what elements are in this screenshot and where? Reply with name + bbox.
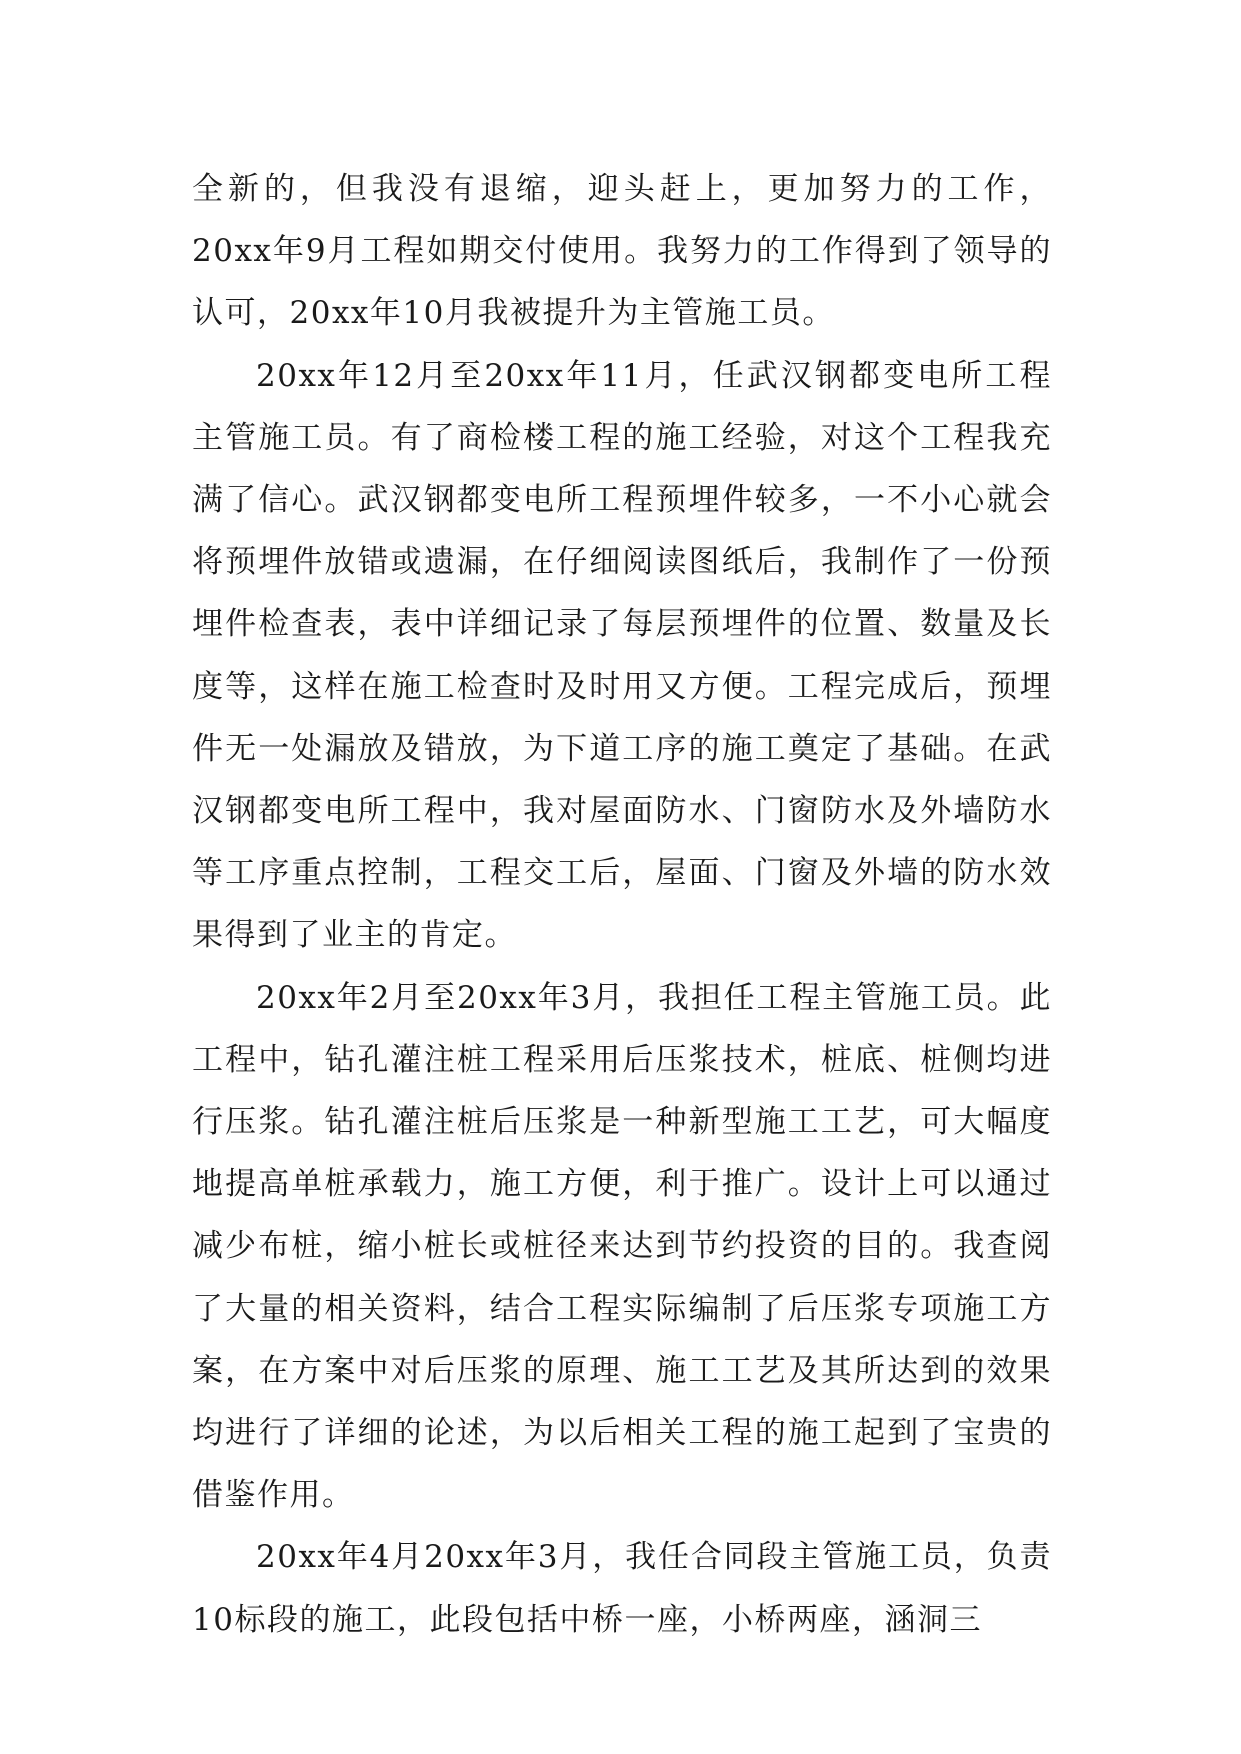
paragraph-4: 20xx年4月20xx年3月，我任合同段主管施工员，负责10标段的施工，此段包括中桥一座，小桥两座，涵洞三 <box>192 1539 1052 1638</box>
paragraph-3: 20xx年2月至20xx年3月，我担任工程主管施工员。此工程中，钻孔灌注桩工程采用后压浆技术，桩底、桩侧均进行压浆。钻孔灌注桩后压浆是一种新型施工工艺，可大幅度地提高单桩承载力，施工方便，利于推广。设计上可以通过减少布桩，缩小桩长或桩径来达到节约投资的目的。我查阅了大量的相关资料，结合工程实际编制了后压浆专项施工方案，在方案中对后压浆的原理、施工工艺及其所达到的效果均进行了详细的论述，为以后相关工程的施工起到了宝贵的借鉴作用。 <box>192 979 1052 1514</box>
paragraph-1: 全新的，但我没有退缩，迎头赶上，更加努力的工作，20xx年9月工程如期交付使用。我努力的工作得到了领导的认可，20xx年10月我被提升为主管施工员。 <box>192 171 1052 332</box>
document-body <box>192 158 1052 1651</box>
paragraph-2: 20xx年12月至20xx年11月，任武汉钢都变电所工程主管施工员。有了商检楼工程的施工经验，对这个工程我充满了信心。武汉钢都变电所工程预埋件较多，一不小心就会将预埋件放错或遗漏，在仔细阅读图纸后，我制作了一份预埋件检查表，表中详细记录了每层预埋件的位置、数量及长度等，这样在施工检查时及时用又方便。工程完成后，预埋件无一处漏放及错放，为下道工序的施工奠定了基础。在武汉钢都变电所工程中，我对屋面防水、门窗防水及外墙防水等工序重点控制，工程交工后，屋面、门窗及外墙的防水效果得到了业主的肯定。 <box>192 357 1052 954</box>
